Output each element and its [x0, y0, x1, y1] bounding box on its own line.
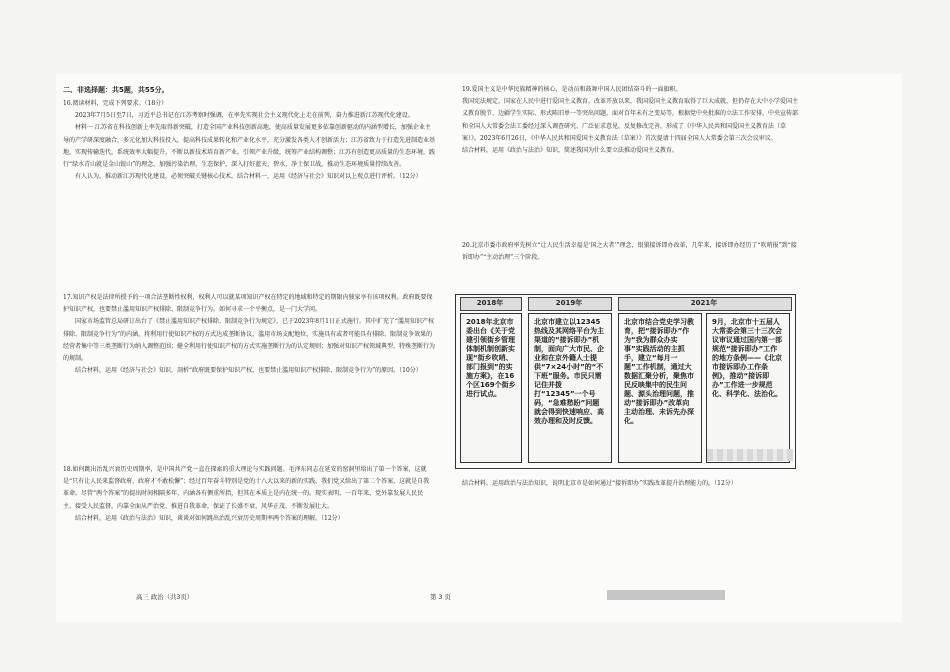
reform-timeline: [455, 294, 796, 469]
question-20-intro: 20.北京市委市政府率先树立“让人民生活幸福是‘国之大者’”理念，银狼接诉即办改革，几年来，接诉即办经历了“吹哨报”到“接诉即办”“主动治理”三个阶段。: [462, 242, 797, 262]
question-17-task: 结合材料，运用《经济与社会》知识，剖析“政府既要保护知识产权，也要禁止滥用知识产权排除、限制竞争行为”的原因。（10分）: [75, 367, 422, 375]
question-19-material: 我国宪法规定，国家在人民中进行爱国主义教育。改革开放以来，我国爱国主义教育取得了巨大成就，但仍存在大中小学爱国主义教育脱节、边疆学生实际、形式陈旧单一等突出问题，面对百年未有之变局等，根据党中央批准的立法工作安排，中央宣传部和全国人大常委会法工委经过深入调查研究、广泛征求意见，反复修改完善，形成了《中华人民共和国爱国主义教育法（草案）》。2023年6月26日，《中华人民共和国爱国主义教育法（草案）》首次提请十四届全国人大常委会第三次会议审议。: [462, 98, 799, 142]
footer-subject: 高三 政治（共3页）: [136, 593, 194, 601]
section-title: 二、非选择题：共5题，共55分。: [63, 86, 169, 94]
question-20-task: 结合材料，运用政治与法治知识，说明北京市是如何通过“接诉即办”实践改革提升治理能力的。（12分）: [462, 480, 737, 487]
year-label-2019: 2019年: [555, 299, 583, 307]
question-18-body: 18.如何跳出治乱兴衰历史周期率，是中国共产党一直在探索的重大理论与实践问题。毛泽东同志在延安的窑洞里给出了第一个答案，这就是“只有让人民来监督政府，政府才不敢松懈”；经过百年奋斗特别是党的十八大以来的新的实践，我们党又给出了第二个答案，这就是自我革命。尽管“两个答案”的提出时间相隔多年，内涵各有侧重所指，但其在本质上是内在统一的。现实表明，一百年来，党外靠发展人民民主、接受人民监督，内靠全面从严治党、推进自我革命，保证了长盛不衰、风华正茂、不断发展壮大。: [63, 466, 430, 510]
blurred-watermark: [707, 449, 793, 461]
question-16-material-3: 有人认为，推动新江苏现代化建设，必须突破关键核心技术。结合材料一，运用《经济与社会》知识对以上观点进行评析。（12分）: [75, 173, 422, 181]
question-18-task: 结合材料，运用《政治与法治》知识，谈谈对如何跳出治乱兴衰历史周期率两个答案的理解。（12分）: [75, 514, 344, 522]
question-19-intro: 19.爱国主义是中华民族精神的核心，是动员和鼓舞中国人民团结奋斗的一面旗帜。: [462, 86, 682, 93]
question-16-prompt: 16.阅读材料，完成下列要求。（18分）: [63, 100, 168, 107]
question-17-intro: 17.知识产权是法律所授予的一项合法垄断性权利，权利人可以就某项知识产权在特定的地域和特定的期限内独家享有该项权利。政府既要保护知识产权，也要禁止滥用知识产权排除、限制竞争行为。如何寻求一个平衡点，是一门大学问。: [63, 294, 433, 314]
question-16-material-1: 2023年7月5日至7日，习近平总书记在江苏考察时强调，在率先实现社会主义现代化上走在前列，奋力推进新江苏现代化建设。: [75, 112, 414, 120]
footer-page-number: 第 3 页: [430, 593, 451, 601]
year-label-2021: 2021年: [690, 299, 718, 307]
timeline-cell-2021b: 9月，北京市十五届人大常委会第三十三次会议审议通过国内第一部规范“接诉即办”工作的地方条例——《北京市接诉即办工作条例》，推动“接诉即办”工作进一步规范化、科学化、法治化。: [706, 313, 790, 463]
question-17-material: 国家市场监管总局研订出台了《禁止滥用知识产权排除、限制竞争行为规定》，已于2023年8月1日正式施行。其中扩充了“滥用知识产权排除、限制竞争行为”的内涵，将利用行使知识产权的方式达成垄断协议，滥用市场支配地位，实施具有或者可能具有排除、限制竞争效果的经营者集中等三类垄断行为纳入调整范围；健全利用行使知识产权的方式实施垄断行为的认定规则；加强对知识产权领域典型、特殊垄断行为的规制。: [63, 318, 436, 363]
timeline-cell-2019: 北京市建立以12345热线及其网络平台为主渠道的“接诉即办”机制，面向广大市民、企业和在京外籍人士提供“7×24小时”的“不下班”服务。市民只需记住并拨打“12345”一个号码，“急难愁盼”问题就会得到快速响应、高效办理和及时反馈。: [528, 313, 612, 463]
question-19: [462, 84, 800, 157]
year-label-2018: 2018年: [476, 299, 504, 307]
timeline-cell-2018: 2018年北京市委出台《关于党建引领街乡管理体制机制创新实现“街乡吹哨、部门报到”的实施方案》，在16个区169个街乡进行试点。: [460, 313, 522, 463]
question-16-material-2: 材料一 江苏省在科技创新上率先取得新突破，打造全国产业科技创新高地，使高质量发展更多依靠创新驱动的内涵型增长，加强企业主导的产学研深度融合，多元化加大科技投入，提高科技成果转化和产业化水平，充分激发各类人才创新活力；江苏省致力于打造先进制造业基地，实现传输迭代，系统效率大幅提升，不断以新技术培育新产业，引领产业升级，统筹产业结构调整；江苏有创造更高质量的生态环境，践行“绿水青山就是金山银山”的理念，加强污染治理，生态保护，深入打好蓝天、碧水、净土保卫战，推动生态环境质量持续改善。: [63, 124, 436, 169]
question-20: [462, 240, 800, 264]
question-16: [63, 98, 435, 183]
timeline-cell-2021a: 北京市结合党史学习教育，把“接诉即办”作为“我为群众办实事”实践活动的主抓手，建立“每月一题”工作机制，通过大数据汇聚分析，聚焦市民反映集中的民生问题、源头治理问题，推动“接诉即办”改革向主动治理、未诉先办深化。: [618, 313, 702, 463]
question-17: [63, 292, 435, 377]
question-18: [63, 464, 435, 525]
question-19-task: 结合材料，运用《政治与法治》知识，简述我国为什么要立法推动爱国主义教育。: [462, 147, 679, 155]
redaction-bar: [607, 590, 725, 600]
